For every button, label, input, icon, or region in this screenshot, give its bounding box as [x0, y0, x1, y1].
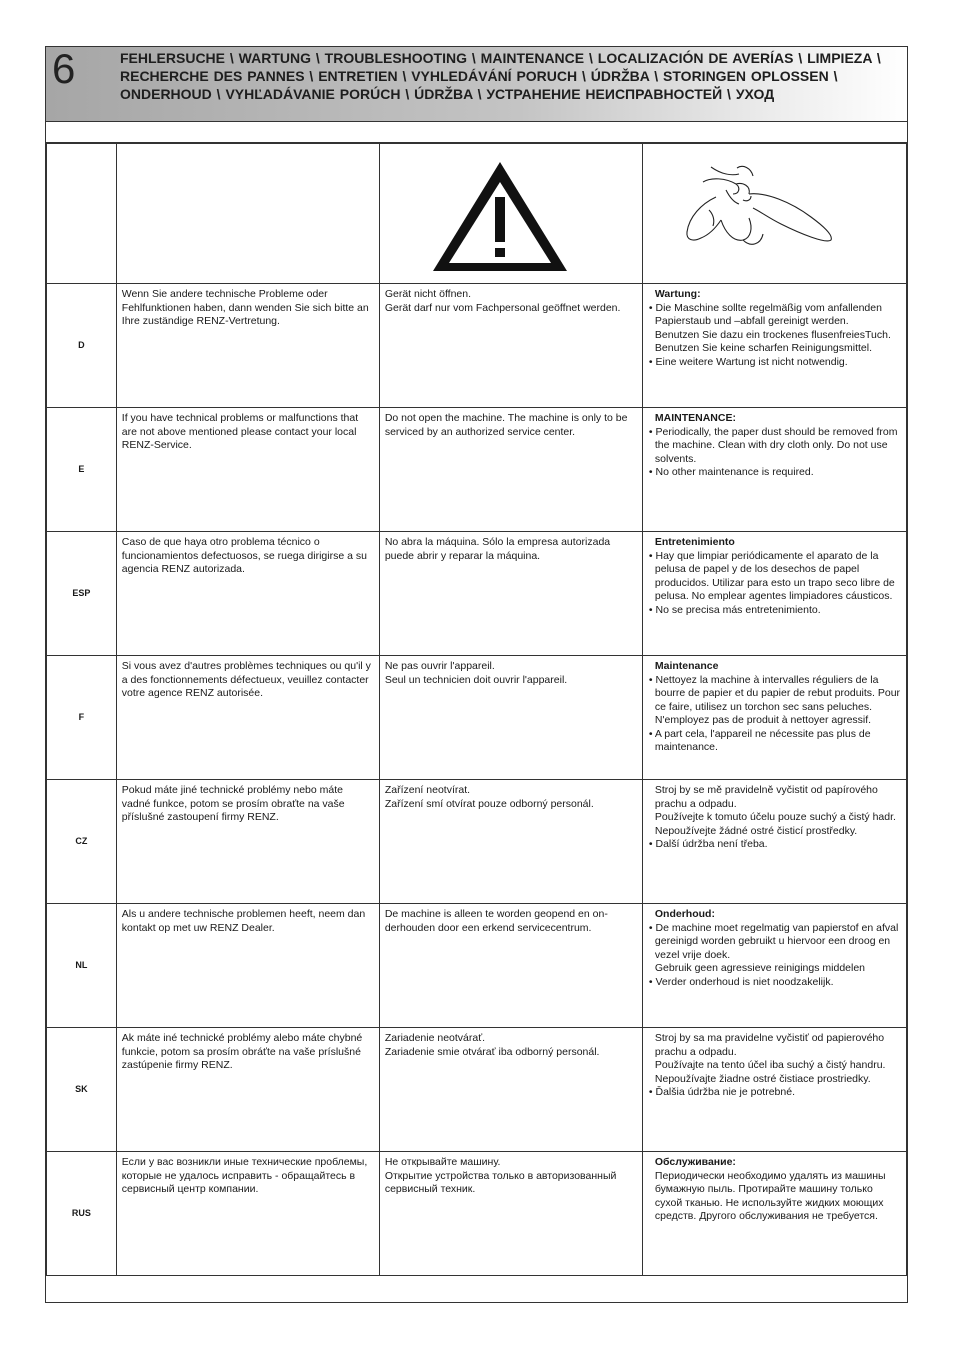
warning-line: Открытие устройства только в авторизованный сервисный техник. — [384, 1169, 617, 1195]
warning-text-cell — [379, 532, 642, 656]
maintenance-bullet: • Die Maschine sollte regelmäßig vom anfallenden Papierstaub und –abfall gereinigt werden. — [648, 301, 882, 327]
maintenance-line: Používejte k tomuto účelu pouze suchý a čistý hadr. Nepoužívejte žádné ostré čisticí prostředky. — [654, 811, 896, 837]
language-code: CZ — [47, 780, 117, 904]
maintenance-text-cell — [642, 656, 906, 780]
warning-line: No abra la máquina. Sólo la empresa autorizada puede abrir y reparar la máquina. — [384, 536, 611, 562]
bottom-spacer-row — [46, 1279, 907, 1302]
header-spacer-row — [46, 121, 907, 143]
troubleshooting-frame — [45, 46, 908, 1303]
warning-line: Gerät darf nur vom Fachpersonal geöffnet werden. — [384, 301, 621, 314]
warning-header-cell — [379, 144, 642, 284]
language-code: NL — [47, 904, 117, 1028]
empty-lang-header — [47, 144, 117, 284]
language-code: ESP — [47, 532, 117, 656]
maintenance-bullet: • No se precisa más entretenimiento. — [648, 603, 821, 616]
maintenance-line: Gebruik geen agressieve reinigings middelen — [654, 962, 866, 974]
maintenance-bullet: • No other maintenance is required. — [648, 466, 814, 478]
maintenance-bullet: • Nettoyez la machine à intervalles réguliers de la bourre de papier et du papier de rebut produits. Pour ce faire, utilisez un torchon sec sans peluches. N'employez pas de produit à nettoyer agressif. — [648, 673, 901, 726]
problems-text: Если у вас возникли иные технические проблемы, которые не удалось исправить - обращайтесь в сервисный центр компании. — [116, 1152, 379, 1276]
maintenance-title: Entretenimiento — [654, 536, 735, 548]
table-row — [47, 408, 907, 532]
section-number: 6 — [52, 45, 76, 92]
problems-text: Si vous avez d'autres problèmes techniques ou qu'il y a des fonctionnements défectueux, veuillez contacter votre agence RENZ autorisée. — [116, 656, 379, 780]
problems-text: Ak máte iné technické problémy alebo máte chybné funkcie, potom sa prosím obráťte na vaše príslušné zastúpenie firmy RENZ. — [116, 1028, 379, 1152]
maintenance-title: MAINTENANCE: — [654, 412, 736, 424]
maintenance-title: Onderhoud: — [654, 908, 715, 920]
table-row — [47, 904, 907, 1028]
section-title: FEHLERSUCHE \ WARTUNG \ TROUBLESHOOTING \ MAINTENANCE \ LOCALIZACIÓN DE AVERÍAS \ LIMPIEZA \ RECHERCHE DES PANNES \ ENTRETIEN \ VYHLEDÁVÁNÍ PORUCH \ ÚDRŽBA \ STORINGEN OPLOSSEN \ ONDERHOUD \ VYHĽADÁVANIE PORÚCH \ ÚDRŽBA \ УСТРАНЕНИЕ НЕИСПРАВНОСТЕЙ \ УХОД — [120, 50, 881, 102]
maintenance-title: Wartung: — [654, 288, 701, 300]
language-code: RUS — [47, 1152, 117, 1276]
maintenance-title: Maintenance — [654, 660, 719, 672]
language-code: SK — [47, 1028, 117, 1152]
problems-text: Caso de que haya otro problema técnico o funcionamientos defectuosos, se ruega dirigirse a su agencia RENZ autorizada. — [116, 532, 379, 656]
hand-cloth-cleaning-icon — [681, 162, 861, 257]
maintenance-bullet: • Hay que limpiar periódicamente el aparato de la pelusa de papel y de los desechos de papel producidos. Utilizar para esto un trapo seco libre de pelusa. No emplear agentes limpiadores cáusticos. — [648, 549, 895, 602]
warning-line: Do not open the machine. The machine is only to be serviced by an authorized service center. — [384, 412, 628, 438]
problems-text: If you have technical problems or malfunctions that are not above mentioned please contact your local RENZ-Service. — [116, 408, 379, 532]
warning-line: Zariadenie smie otvárať iba odborný personál. — [384, 1045, 600, 1058]
maintenance-bullet: • Další údržba není třeba. — [648, 838, 768, 850]
maintenance-bullet: • Periodically, the paper dust should be removed from the machine. Clean with dry cloth only. Do not use solvents. — [648, 425, 898, 465]
problems-text: Pokud máte jiné technické problémy nebo máte vadné funkce, potom se prosím obraťte na vaše příslušné zastoupení firmy RENZ. — [116, 780, 379, 904]
warning-line: Zařízení neotvírat. — [384, 784, 471, 796]
warning-line: Не открывайте машину. — [384, 1156, 501, 1168]
warning-text-cell — [379, 656, 642, 780]
empty-problems-header — [116, 144, 379, 284]
language-code: E — [47, 408, 117, 532]
warning-text-cell — [379, 1152, 642, 1276]
maintenance-text-cell — [642, 408, 906, 532]
maintenance-text-cell — [642, 780, 906, 904]
table-row — [47, 656, 907, 780]
maintenance-line: Периодически необходимо удалять из машины бумажную пыль. Протирайте машину только сухой тканью. Не используйте жидких моющих средств. Другого обслуживания не требуется. — [654, 1169, 886, 1222]
maintenance-text-cell — [642, 904, 906, 1028]
maintenance-line: Používajte na tento účel iba suchý a čistý handru. Nepoužívajte žiadne ostré čistiace prostriedky. — [654, 1059, 886, 1085]
table-row — [47, 780, 907, 904]
maintenance-line: Stroj by sa ma pravidelne vyčistiť od papierového prachu a odpadu. — [654, 1032, 885, 1058]
maintenance-bullet: • A part cela, l'appareil ne nécessite pas plus de maintenance. — [648, 727, 871, 753]
maintenance-bullet: • Verder onderhoud is niet noodzakelijk. — [648, 975, 834, 988]
maintenance-bullet: • De machine moet regelmatig van papierstof en afval gereinigd worden gebruikt u hiervoor een droog en vezel vrije doek. — [648, 921, 899, 961]
language-code: F — [47, 656, 117, 780]
warning-text-cell — [379, 284, 642, 408]
language-code: D — [47, 284, 117, 408]
maintenance-line: Benutzen Sie dazu ein trockenes flusenfreiesTuch. — [654, 328, 891, 341]
warning-text-cell — [379, 408, 642, 532]
section-header — [46, 47, 907, 122]
maintenance-text-cell — [642, 1028, 906, 1152]
warning-line: Seul un technicien doit ouvrir l'appareil. — [384, 673, 568, 686]
warning-text-cell — [379, 780, 642, 904]
warning-triangle-icon — [430, 159, 570, 274]
table-row — [47, 284, 907, 408]
warning-line: De machine is alleen te worden geopend en on-derhouden door een erkend servicecentrum. — [384, 908, 608, 934]
warning-text-cell — [379, 904, 642, 1028]
troubleshooting-table — [46, 143, 907, 1276]
maintenance-line: Benutzen Sie keine scharfen Reinigungsmittel. — [654, 342, 873, 354]
maintenance-bullet: • Eine weitere Wartung ist nicht notwendig. — [648, 355, 848, 368]
warning-line: Zariadenie neotvárať. — [384, 1032, 486, 1044]
table-row — [47, 1028, 907, 1152]
maintenance-line: Stroj by se mě pravidelně vyčistit od papírového prachu a odpadu. — [654, 784, 878, 810]
warning-line: Gerät nicht öffnen. — [384, 288, 472, 300]
warning-text-cell — [379, 1028, 642, 1152]
warning-line: Ne pas ouvrir l'appareil. — [384, 660, 495, 672]
cleaning-header-cell — [642, 144, 906, 284]
table-row — [47, 532, 907, 656]
maintenance-text-cell — [642, 532, 906, 656]
maintenance-text-cell — [642, 284, 906, 408]
table-row — [47, 1152, 907, 1276]
warning-line: Zařízení smí otvírat pouze odborný personál. — [384, 797, 594, 810]
maintenance-title: Обслуживание: — [654, 1156, 736, 1168]
icon-row — [47, 144, 907, 284]
maintenance-text-cell — [642, 1152, 906, 1276]
problems-text: Als u andere technische problemen heeft, neem dan kontakt op met uw RENZ Dealer. — [116, 904, 379, 1028]
problems-text: Wenn Sie andere technische Probleme oder Fehlfunktionen haben, dann wenden Sie sich bitte an Ihre zuständige RENZ-Vertretung. — [116, 284, 379, 408]
maintenance-bullet: • Ďalšia údržba nie je potrebné. — [648, 1086, 795, 1098]
